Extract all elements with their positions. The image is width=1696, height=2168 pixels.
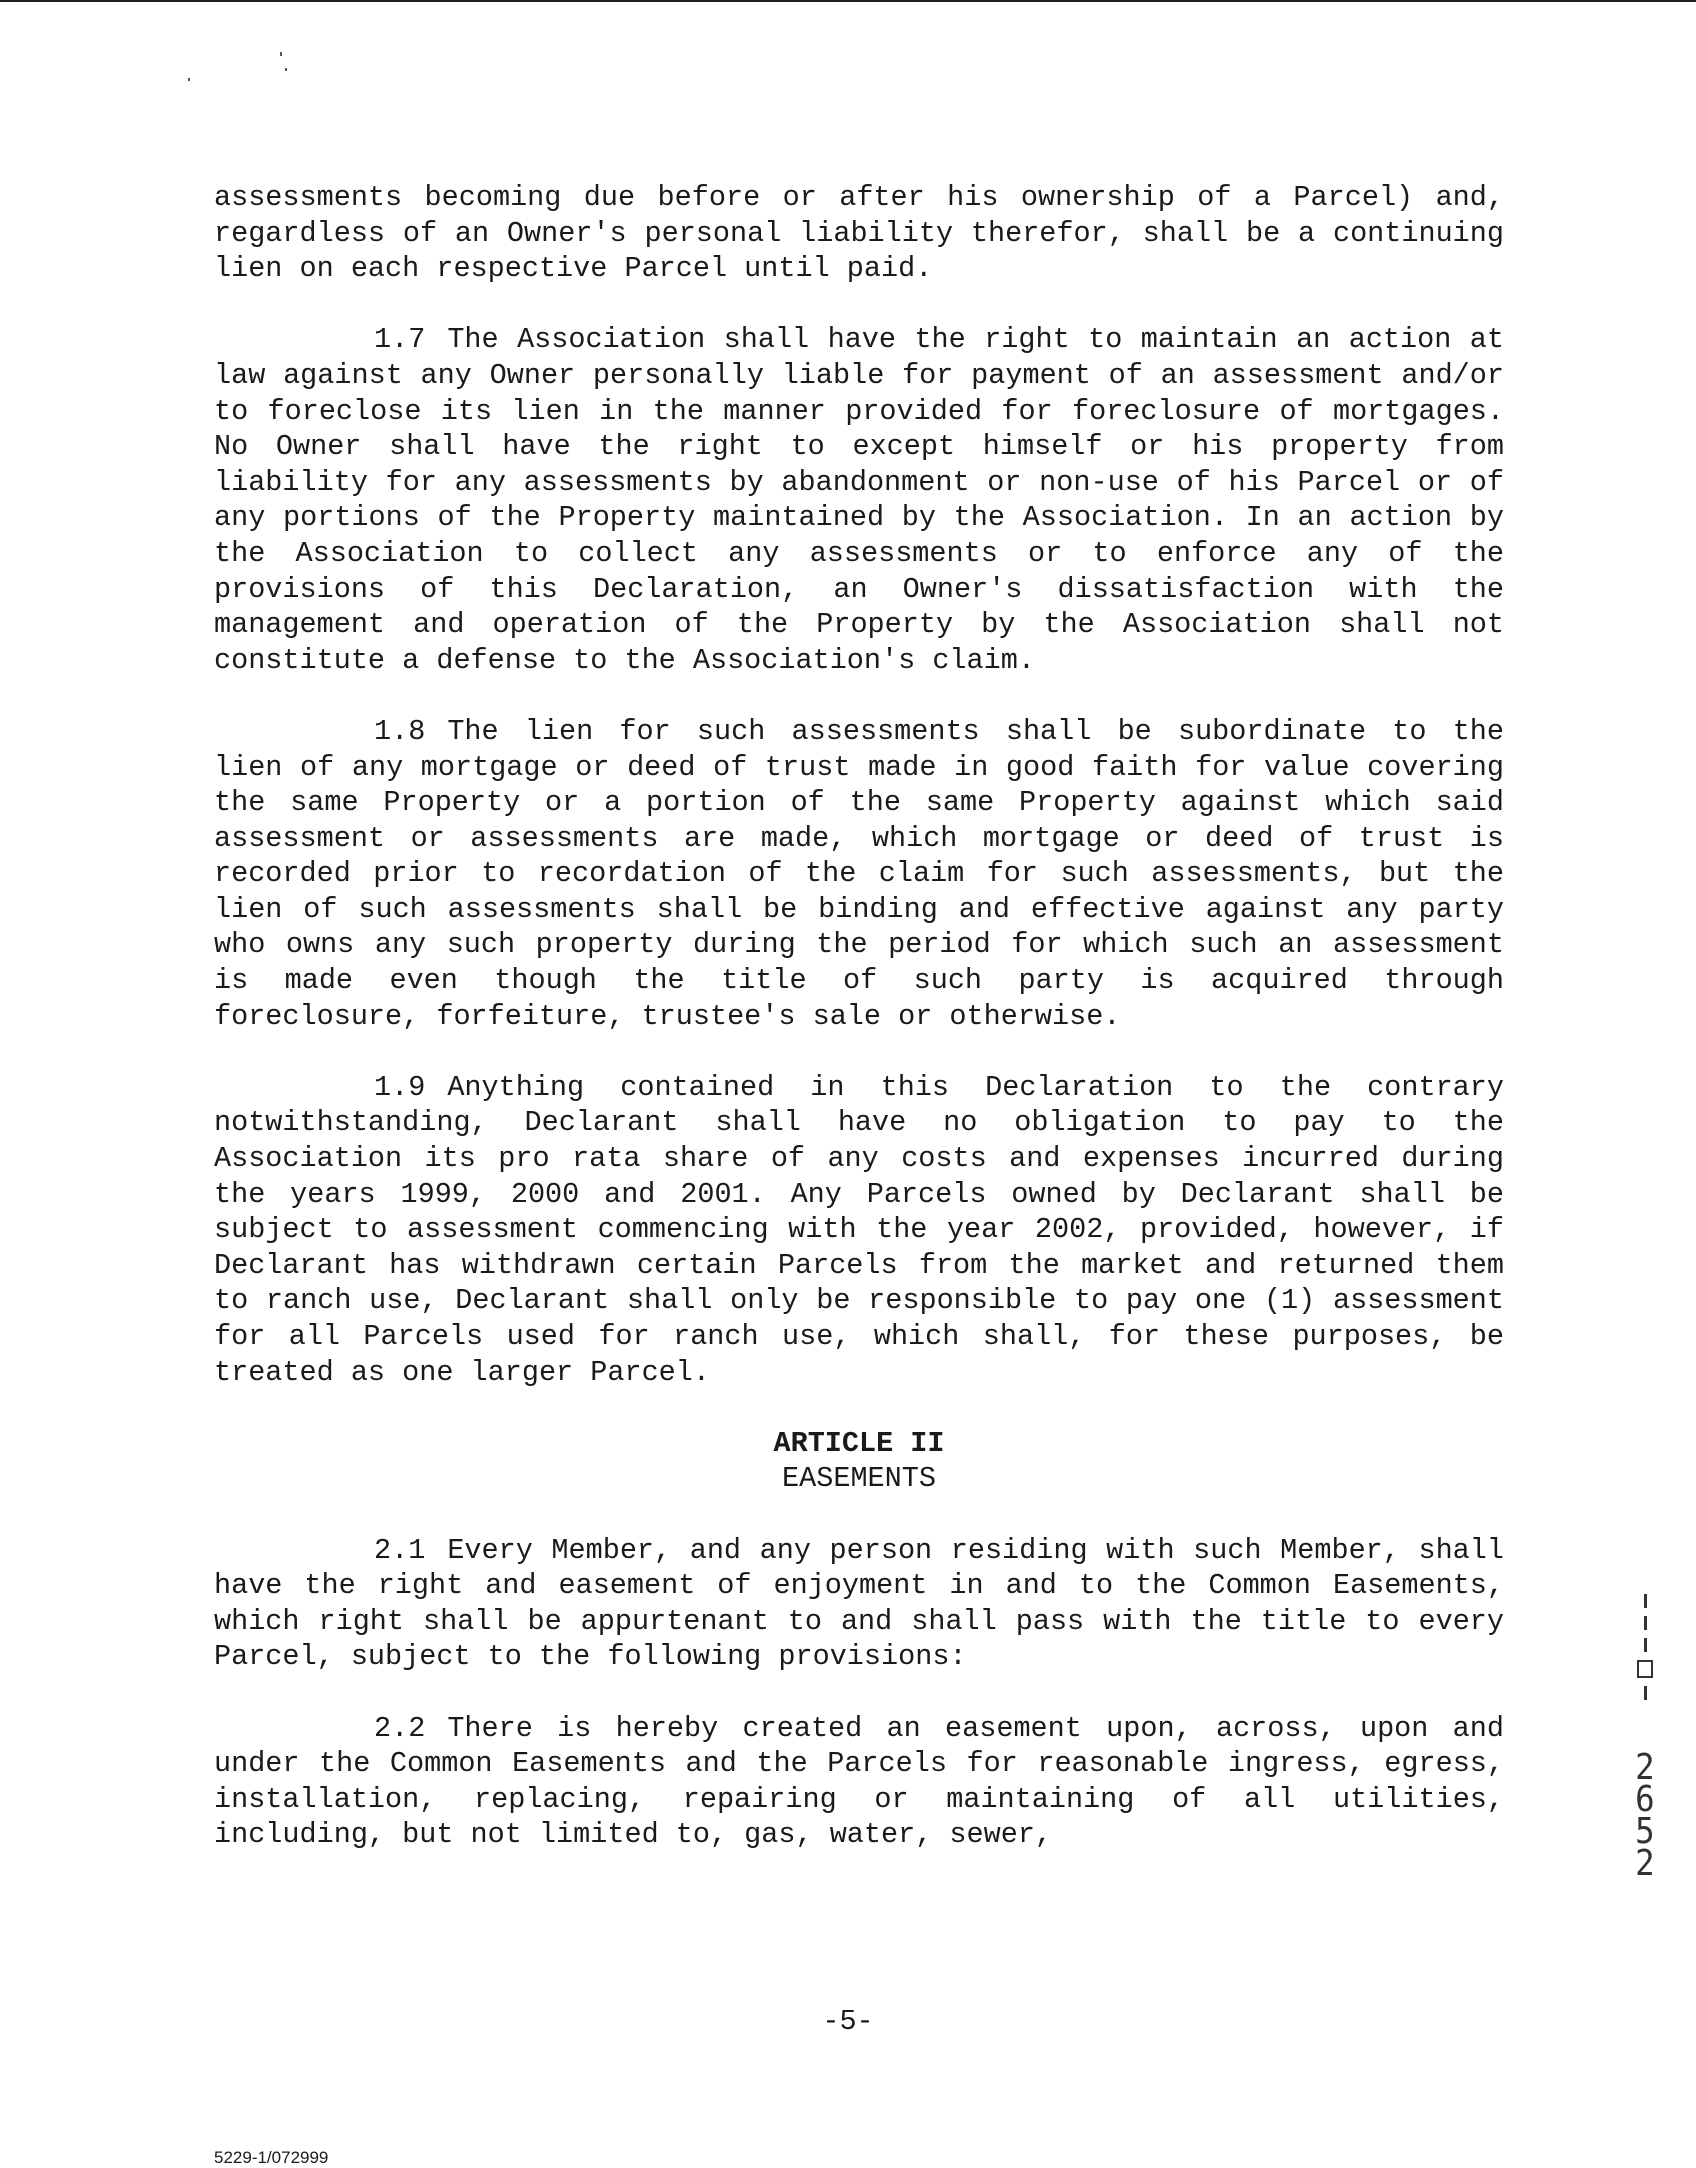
stamp-mark bbox=[1644, 1686, 1647, 1700]
article-heading bbox=[214, 1426, 1504, 1497]
section-text: There is hereby created an easement upon, across, upon and under the Common Easements and the Parcels for reasonable ingress, egress, installation, replacing, repairing or maintaining of all utilities, including, but not limited to, gas, water, sewer, bbox=[214, 1711, 1504, 1852]
article-title: ARTICLE II bbox=[773, 1426, 945, 1460]
section-number: 2.2 bbox=[374, 1711, 426, 1745]
stamp-digits bbox=[1634, 1747, 1656, 1884]
stamp-mark bbox=[1644, 1638, 1647, 1652]
section-2-1 bbox=[214, 1533, 1504, 1675]
section-text: Anything contained in this Declaration to the contrary notwithstanding, Declarant shall have no obligation to pay to the Association its pro rata share of any costs and expenses incurred during the years 1999, 2000 and 2001. Any Parcels owned by Declarant shall be subject to assessment commencing with the year 2002, provided, however, if Declarant has withdrawn certain Parcels from the market and returned them to ranch use, Declarant shall only be responsible to pay one (1) assessment for all Parcels used for ranch use, which shall, for these purposes, be treated as one larger Parcel. bbox=[214, 1070, 1504, 1389]
paragraph-continuation: assessments becoming due before or after his ownership of a Parcel) and, regardless of an Owner's personal liability therefor, shall be a continuing lien on each respective Parcel until paid. bbox=[214, 181, 1504, 286]
document-code: 5229-1/072999 bbox=[214, 2148, 329, 2167]
scan-speck bbox=[188, 78, 190, 81]
scan-top-border bbox=[0, 0, 1696, 2]
scan-speck bbox=[280, 52, 282, 56]
section-number: 2.1 bbox=[374, 1533, 426, 1567]
stamp-mark bbox=[1637, 1660, 1653, 1678]
stamp-digit: 2 bbox=[1635, 1843, 1655, 1884]
section-text: The Association shall have the right to maintain an action at law against any Owner personally liable for payment of an assessment and/or to foreclose its lien in the manner provided for foreclosure of mortgages. No Owner shall have the right to except himself or his property from liability for any assessments by abandonment or non-use of his Parcel or of any portions of the Property maintained by the Association. In an action by the Association to collect any assessments or to enforce any of the provisions of this Declaration, an Owner's dissatisfaction with the management and operation of the Property by the Association shall not constitute a defense to the Association's claim. bbox=[214, 323, 1504, 677]
recording-stamp bbox=[1632, 1590, 1658, 1884]
stamp-mark bbox=[1644, 1616, 1647, 1630]
article-subtitle: EASEMENTS bbox=[782, 1462, 936, 1496]
stamp-digit: 6 bbox=[1635, 1779, 1655, 1820]
document-body bbox=[214, 180, 1504, 1889]
stamp-digit: 5 bbox=[1635, 1811, 1655, 1852]
stamp-mark bbox=[1644, 1594, 1647, 1608]
section-number: 1.7 bbox=[374, 323, 426, 357]
page-number: -5- bbox=[822, 2005, 874, 2038]
section-1-7 bbox=[214, 322, 1504, 678]
section-number: 1.9 bbox=[374, 1070, 426, 1104]
section-1-9 bbox=[214, 1070, 1504, 1390]
section-number: 1.8 bbox=[374, 714, 426, 748]
section-text: The lien for such assessments shall be subordinate to the lien of any mortgage or deed of trust made in good faith for value covering the same Property or a portion of the same Property against which said assessment or assessments are made, which mortgage or deed of trust is recorded prior to recordation of the claim for such assessments, but the lien of such assessments shall be binding and effective against any party who owns any such property during the period for which such an assessment is made even though the title of such party is acquired through foreclosure, forfeiture, trustee's sale or otherwise. bbox=[214, 714, 1504, 1033]
scan-speck bbox=[285, 68, 287, 71]
section-1-8 bbox=[214, 714, 1504, 1034]
section-2-2 bbox=[214, 1711, 1504, 1853]
section-text: Every Member, and any person residing with such Member, shall have the right and easement of enjoyment in and to the Common Easements, which right shall be appurtenant to and shall pass with the title to every Parcel, subject to the following provisions: bbox=[214, 1533, 1504, 1674]
stamp-digit: 2 bbox=[1635, 1747, 1655, 1788]
